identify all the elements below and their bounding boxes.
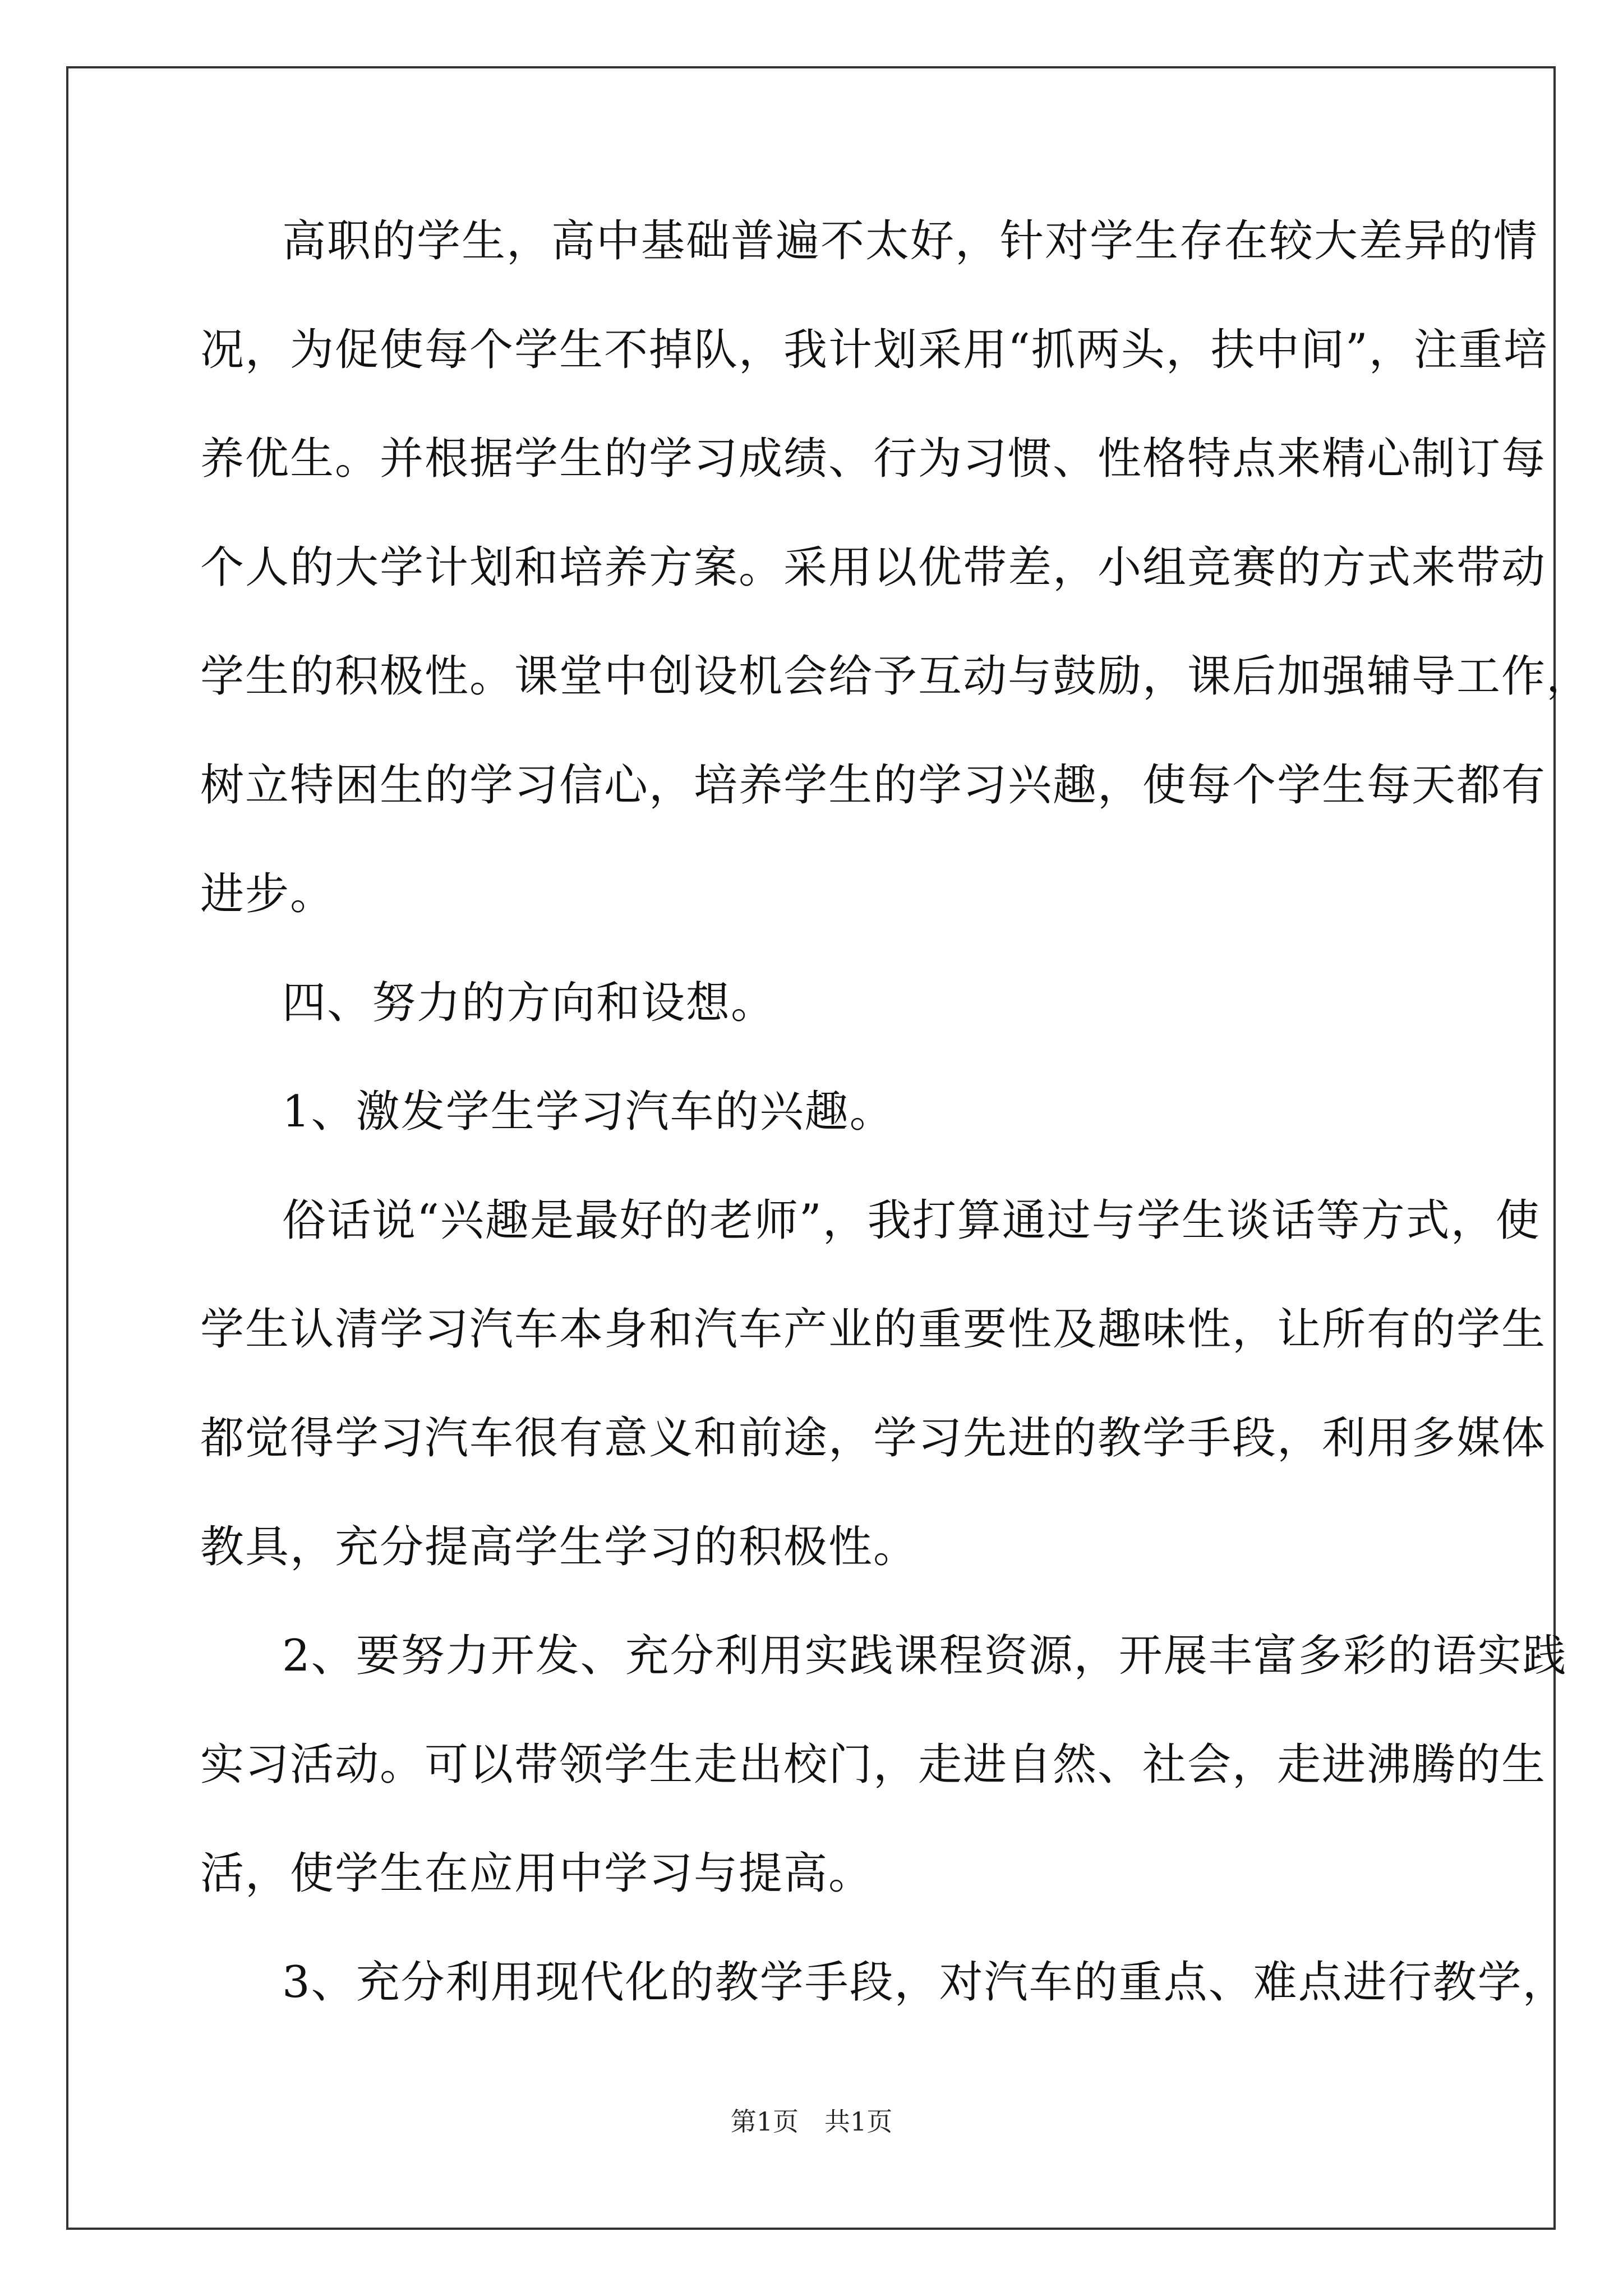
- text-line: 学生认清学习汽车本身和汽车产业的重要性及趣味性，让所有的学生: [200, 1304, 1547, 1355]
- text-line: 俗话说“兴趣是最好的老师”，我打算通过与学生谈话等方式，使: [282, 1195, 1541, 1246]
- text-line: 学生的积极性。课堂中创设机会给予互动与鼓励，课后加强辅导工作，: [200, 651, 1592, 702]
- text-line: 活，使学生在应用中学习与提高。: [200, 1848, 874, 1899]
- text-line: 教具，充分提高学生学习的积极性。: [200, 1522, 919, 1572]
- text-line: 都觉得学习汽车很有意义和前途，学习先进的教学手段，利用多媒体: [200, 1413, 1547, 1464]
- document-body: [200, 208, 1592, 2058]
- section-heading: 四、努力的方向和设想。: [282, 978, 776, 1028]
- text-line: 养优生。并根据学生的学习成绩、行为习惯、性格特点来精心制订每: [200, 434, 1547, 484]
- text-line: 实习活动。可以带领学生走出校门，走进自然、社会，走进沸腾的生: [200, 1740, 1547, 1790]
- text-line: 进步。: [200, 869, 335, 919]
- text-line: 个人的大学计划和培养方案。采用以优带差，小组竞赛的方式来带动: [200, 542, 1547, 593]
- text-line: 高职的学生，高中基础普遍不太好，针对学生存在较大差异的情: [282, 216, 1539, 266]
- item-heading: 1、激发学生学习汽车的兴趣。: [282, 1087, 895, 1137]
- text-line: 2、要努力开发、充分利用实践课程资源，开展丰富多彩的语实践: [282, 1631, 1567, 1681]
- page-footer: 第1页 共1页: [730, 2106, 893, 2137]
- text-line: 树立特困生的学习信心，培养学生的学习兴趣，使每个学生每天都有: [200, 760, 1547, 811]
- text-line: 况，为促使每个学生不掉队，我计划采用“抓两头，扶中间”，注重培: [200, 325, 1548, 375]
- text-line: 3、充分利用现代化的教学手段，对汽车的重点、难点进行教学，: [282, 1957, 1567, 2008]
